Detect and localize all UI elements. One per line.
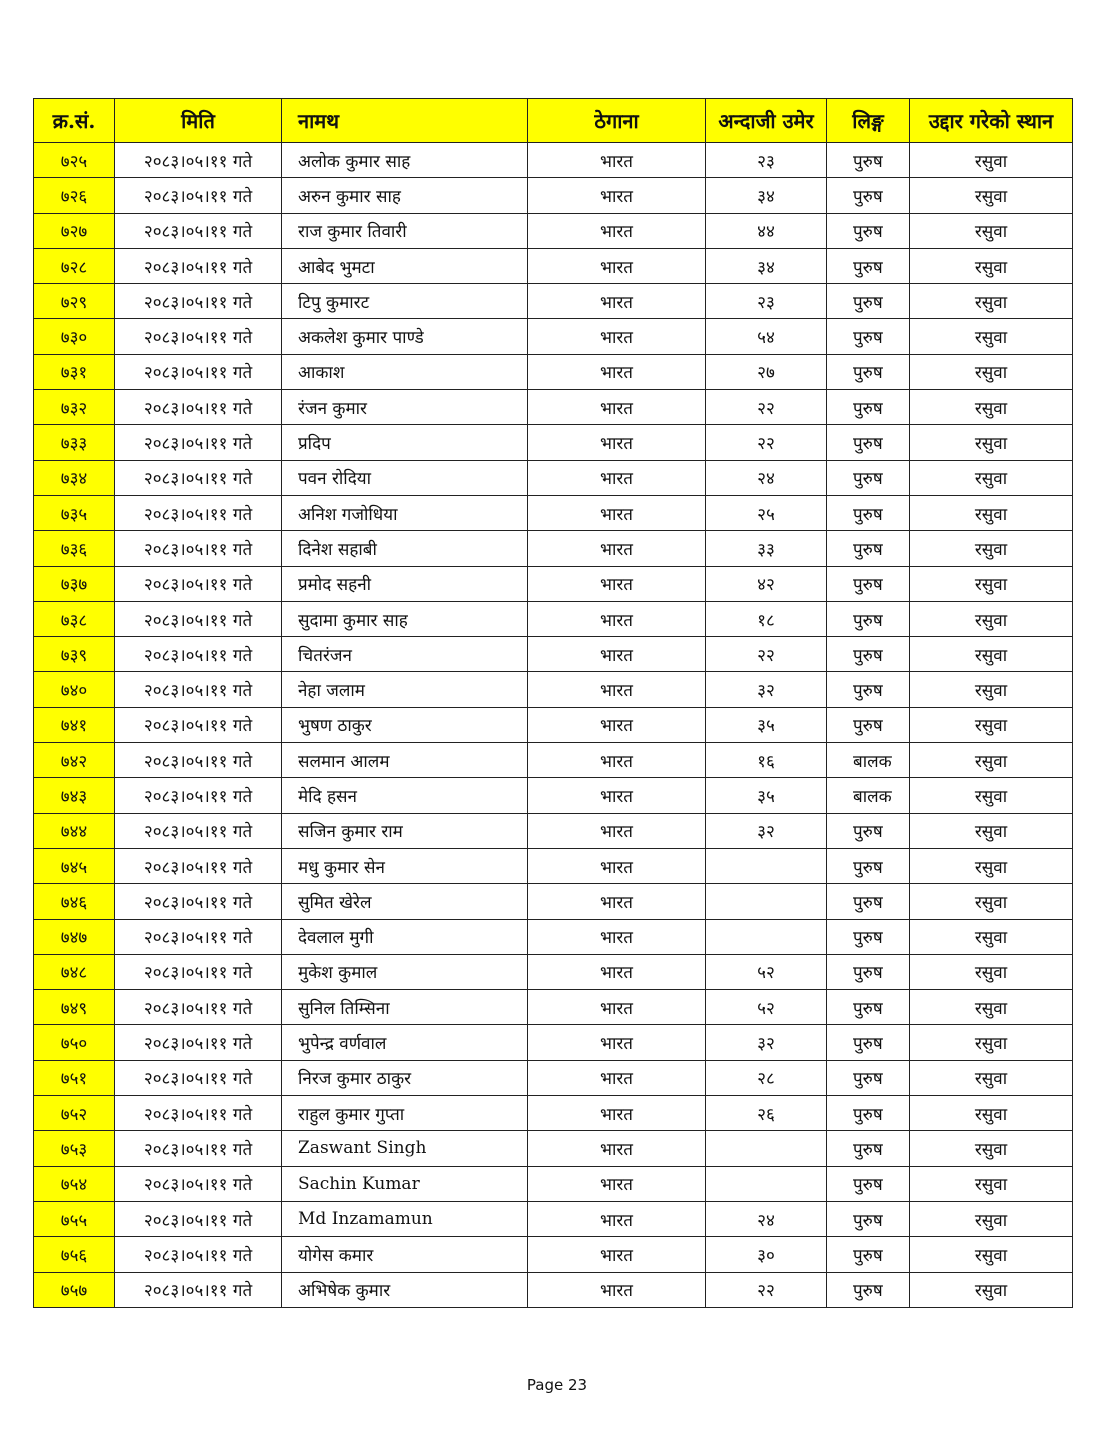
table-row	[34, 954, 1073, 989]
cell-age: ३२	[706, 813, 827, 848]
table-row	[34, 390, 1073, 425]
table-row	[34, 813, 1073, 848]
cell-address: भारत	[528, 848, 706, 883]
cell-address: भारत	[528, 1096, 706, 1131]
cell-date: २०८३।०५।११ गते	[115, 954, 282, 989]
cell-gender: पुरुष	[827, 495, 910, 530]
cell-date: २०८३।०५।११ गते	[115, 319, 282, 354]
cell-age: २५	[706, 495, 827, 530]
cell-gender: पुरुष	[827, 884, 910, 919]
table-row	[34, 1131, 1073, 1166]
cell-serial: ७३७	[34, 566, 115, 601]
cell-name: Zaswant Singh	[282, 1131, 528, 1166]
column-header-name: नामथ	[282, 99, 528, 143]
cell-date: २०८३।०५।११ गते	[115, 390, 282, 425]
column-header-rescue-place: उद्दार गरेको स्थान	[910, 99, 1073, 143]
cell-date: २०८३।०५।११ गते	[115, 707, 282, 742]
cell-address: भारत	[528, 1272, 706, 1307]
cell-gender: पुरुष	[827, 425, 910, 460]
table-row	[34, 354, 1073, 389]
cell-serial: ७२७	[34, 213, 115, 248]
cell-age: ३२	[706, 1025, 827, 1060]
cell-rescue-place: रसुवा	[910, 743, 1073, 778]
cell-rescue-place: रसुवा	[910, 1131, 1073, 1166]
table-row	[34, 284, 1073, 319]
cell-address: भारत	[528, 143, 706, 178]
table-row	[34, 425, 1073, 460]
cell-gender: पुरुष	[827, 566, 910, 601]
cell-serial: ७५४	[34, 1166, 115, 1201]
cell-rescue-place: रसुवा	[910, 813, 1073, 848]
column-header-serial: क्र.सं.	[34, 99, 115, 143]
cell-serial: ७३२	[34, 390, 115, 425]
cell-name: मुकेश कुमाल	[282, 954, 528, 989]
cell-gender: पुरुष	[827, 1201, 910, 1236]
page-number: Page 23	[526, 1376, 588, 1394]
cell-gender: पुरुष	[827, 319, 910, 354]
cell-address: भारत	[528, 990, 706, 1025]
cell-name: पवन रोदिया	[282, 460, 528, 495]
cell-address: भारत	[528, 637, 706, 672]
cell-date: २०८३।०५।११ गते	[115, 425, 282, 460]
cell-rescue-place: रसुवा	[910, 1025, 1073, 1060]
cell-name: दिनेश सहाबी	[282, 531, 528, 566]
cell-gender: बालक	[827, 778, 910, 813]
cell-name: सजिन कुमार राम	[282, 813, 528, 848]
cell-gender: पुरुष	[827, 284, 910, 319]
cell-rescue-place: रसुवा	[910, 848, 1073, 883]
table-row	[34, 1201, 1073, 1236]
cell-gender: पुरुष	[827, 178, 910, 213]
cell-serial: ७३१	[34, 354, 115, 389]
cell-rescue-place: रसुवा	[910, 990, 1073, 1025]
cell-rescue-place: रसुवा	[910, 672, 1073, 707]
cell-gender: पुरुष	[827, 601, 910, 636]
cell-rescue-place: रसुवा	[910, 354, 1073, 389]
rescued-persons-table	[33, 98, 1073, 1308]
header-row	[34, 99, 1073, 143]
cell-date: २०८३।०५।११ गते	[115, 531, 282, 566]
cell-rescue-place: रसुवा	[910, 1166, 1073, 1201]
cell-age: ५२	[706, 954, 827, 989]
cell-date: २०८३।०५।११ गते	[115, 1131, 282, 1166]
cell-rescue-place: रसुवा	[910, 637, 1073, 672]
cell-address: भारत	[528, 1201, 706, 1236]
cell-date: २०८३।०५।११ गते	[115, 354, 282, 389]
cell-address: भारत	[528, 566, 706, 601]
cell-serial: ७४२	[34, 743, 115, 778]
cell-name: अरुन कुमार साह	[282, 178, 528, 213]
cell-rescue-place: रसुवा	[910, 143, 1073, 178]
cell-address: भारत	[528, 601, 706, 636]
table-row	[34, 778, 1073, 813]
cell-date: २०८३।०५।११ गते	[115, 284, 282, 319]
cell-address: भारत	[528, 813, 706, 848]
cell-gender: पुरुष	[827, 1166, 910, 1201]
cell-age: ३२	[706, 672, 827, 707]
cell-date: २०८३।०५।११ गते	[115, 143, 282, 178]
cell-rescue-place: रसुवा	[910, 495, 1073, 530]
table-row	[34, 743, 1073, 778]
cell-name: राज कुमार तिवारी	[282, 213, 528, 248]
cell-serial: ७४८	[34, 954, 115, 989]
cell-name: आकाश	[282, 354, 528, 389]
cell-age: २४	[706, 1201, 827, 1236]
table-row	[34, 178, 1073, 213]
cell-serial: ७४०	[34, 672, 115, 707]
cell-address: भारत	[528, 1131, 706, 1166]
cell-rescue-place: रसुवा	[910, 213, 1073, 248]
cell-address: भारत	[528, 1166, 706, 1201]
table-header	[34, 99, 1073, 143]
table-row	[34, 531, 1073, 566]
table-row	[34, 1272, 1073, 1307]
cell-name: Sachin Kumar	[282, 1166, 528, 1201]
cell-address: भारत	[528, 919, 706, 954]
cell-serial: ७४६	[34, 884, 115, 919]
cell-address: भारत	[528, 778, 706, 813]
cell-age: २३	[706, 143, 827, 178]
cell-name: आबेद भुमटा	[282, 248, 528, 283]
cell-date: २०८३।०५।११ गते	[115, 495, 282, 530]
cell-rescue-place: रसुवा	[910, 284, 1073, 319]
table-row	[34, 672, 1073, 707]
cell-gender: पुरुष	[827, 248, 910, 283]
table-row	[34, 1237, 1073, 1272]
table-row	[34, 884, 1073, 919]
cell-name: भुपेन्द्र वर्णवाल	[282, 1025, 528, 1060]
cell-name: मेदि हसन	[282, 778, 528, 813]
cell-gender: पुरुष	[827, 990, 910, 1025]
cell-gender: पुरुष	[827, 813, 910, 848]
cell-address: भारत	[528, 672, 706, 707]
cell-serial: ७४९	[34, 990, 115, 1025]
cell-serial: ७४३	[34, 778, 115, 813]
cell-name: अभिषेक कुमार	[282, 1272, 528, 1307]
cell-rescue-place: रसुवा	[910, 1060, 1073, 1095]
cell-serial: ७३३	[34, 425, 115, 460]
cell-serial: ७५५	[34, 1201, 115, 1236]
table-row	[34, 1166, 1073, 1201]
cell-age	[706, 1166, 827, 1201]
column-header-age: अन्दाजी उमेर	[706, 99, 827, 143]
cell-rescue-place: रसुवा	[910, 1237, 1073, 1272]
cell-date: २०८३।०५।११ गते	[115, 919, 282, 954]
cell-age: ३३	[706, 531, 827, 566]
cell-name: Md Inzamamun	[282, 1201, 528, 1236]
cell-date: २०८३।०५।११ गते	[115, 1166, 282, 1201]
table-row	[34, 1060, 1073, 1095]
table-row	[34, 919, 1073, 954]
cell-age: २८	[706, 1060, 827, 1095]
cell-age	[706, 884, 827, 919]
cell-age	[706, 919, 827, 954]
cell-date: २०८३।०५।११ गते	[115, 1201, 282, 1236]
cell-serial: ७५६	[34, 1237, 115, 1272]
cell-age: ३५	[706, 707, 827, 742]
table-row	[34, 319, 1073, 354]
cell-address: भारत	[528, 531, 706, 566]
cell-date: २०८३।०५।११ गते	[115, 213, 282, 248]
cell-address: भारत	[528, 248, 706, 283]
table-row	[34, 637, 1073, 672]
cell-serial: ७४१	[34, 707, 115, 742]
table-row	[34, 460, 1073, 495]
table-row	[34, 566, 1073, 601]
cell-age: २७	[706, 354, 827, 389]
cell-address: भारत	[528, 743, 706, 778]
cell-gender: पुरुष	[827, 354, 910, 389]
cell-date: २०८३।०५।११ गते	[115, 1272, 282, 1307]
cell-age: ३४	[706, 178, 827, 213]
table-body	[34, 143, 1073, 1308]
cell-rescue-place: रसुवा	[910, 531, 1073, 566]
cell-age: २२	[706, 637, 827, 672]
table-row	[34, 248, 1073, 283]
cell-rescue-place: रसुवा	[910, 601, 1073, 636]
cell-gender: पुरुष	[827, 390, 910, 425]
cell-age: २३	[706, 284, 827, 319]
cell-gender: पुरुष	[827, 848, 910, 883]
cell-name: देवलाल मुगी	[282, 919, 528, 954]
cell-name: योगेस कमार	[282, 1237, 528, 1272]
cell-gender: पुरुष	[827, 1060, 910, 1095]
cell-address: भारत	[528, 884, 706, 919]
cell-gender: बालक	[827, 743, 910, 778]
cell-serial: ७३९	[34, 637, 115, 672]
cell-name: सुदामा कुमार साह	[282, 601, 528, 636]
column-header-gender: लिङ्ग	[827, 99, 910, 143]
cell-serial: ७२९	[34, 284, 115, 319]
cell-gender: पुरुष	[827, 531, 910, 566]
cell-rescue-place: रसुवा	[910, 1096, 1073, 1131]
cell-date: २०८३।०५।११ गते	[115, 884, 282, 919]
cell-gender: पुरुष	[827, 1131, 910, 1166]
table-row	[34, 213, 1073, 248]
cell-address: भारत	[528, 213, 706, 248]
cell-date: २०८३।०५।११ गते	[115, 990, 282, 1025]
cell-rescue-place: रसुवा	[910, 566, 1073, 601]
cell-address: भारत	[528, 1025, 706, 1060]
cell-gender: पुरुष	[827, 1025, 910, 1060]
cell-address: भारत	[528, 460, 706, 495]
cell-rescue-place: रसुवा	[910, 319, 1073, 354]
cell-serial: ७३४	[34, 460, 115, 495]
table-row	[34, 495, 1073, 530]
cell-age: २६	[706, 1096, 827, 1131]
cell-address: भारत	[528, 425, 706, 460]
cell-serial: ७४४	[34, 813, 115, 848]
cell-gender: पुरुष	[827, 637, 910, 672]
cell-date: २०८३।०५।११ गते	[115, 743, 282, 778]
cell-name: प्रमोद सहनी	[282, 566, 528, 601]
cell-date: २०८३।०५।११ गते	[115, 1025, 282, 1060]
cell-age: ५२	[706, 990, 827, 1025]
cell-rescue-place: रसुवा	[910, 178, 1073, 213]
cell-age: ३५	[706, 778, 827, 813]
cell-address: भारत	[528, 954, 706, 989]
column-header-address: ठेगाना	[528, 99, 706, 143]
cell-name: भुषण ठाकुर	[282, 707, 528, 742]
column-header-date: मिति	[115, 99, 282, 143]
cell-name: रंजन कुमार	[282, 390, 528, 425]
cell-serial: ७२५	[34, 143, 115, 178]
cell-address: भारत	[528, 319, 706, 354]
cell-date: २०८३।०५।११ गते	[115, 848, 282, 883]
cell-serial: ७३०	[34, 319, 115, 354]
cell-rescue-place: रसुवा	[910, 1201, 1073, 1236]
cell-age: २४	[706, 460, 827, 495]
cell-age: ३४	[706, 248, 827, 283]
cell-name: मधु कुमार सेन	[282, 848, 528, 883]
cell-date: २०८३।०५।११ गते	[115, 778, 282, 813]
cell-serial: ७२८	[34, 248, 115, 283]
cell-name: सलमान आलम	[282, 743, 528, 778]
cell-gender: पुरुष	[827, 1272, 910, 1307]
cell-address: भारत	[528, 178, 706, 213]
cell-serial: ७५१	[34, 1060, 115, 1095]
table-row	[34, 848, 1073, 883]
cell-age: २२	[706, 390, 827, 425]
cell-address: भारत	[528, 284, 706, 319]
cell-date: २०८३।०५।११ गते	[115, 1237, 282, 1272]
cell-gender: पुरुष	[827, 954, 910, 989]
cell-date: २०८३।०५।११ गते	[115, 178, 282, 213]
cell-serial: ७४५	[34, 848, 115, 883]
cell-name: अकलेश कुमार पाण्डे	[282, 319, 528, 354]
cell-gender: पुरुष	[827, 1237, 910, 1272]
table-row	[34, 707, 1073, 742]
cell-address: भारत	[528, 495, 706, 530]
cell-age: ५४	[706, 319, 827, 354]
cell-serial: ७५३	[34, 1131, 115, 1166]
table-row	[34, 143, 1073, 178]
cell-serial: ७५७	[34, 1272, 115, 1307]
cell-name: नेहा जलाम	[282, 672, 528, 707]
cell-address: भारत	[528, 354, 706, 389]
cell-rescue-place: रसुवा	[910, 390, 1073, 425]
cell-date: २०८३।०५।११ गते	[115, 1060, 282, 1095]
cell-age: ४२	[706, 566, 827, 601]
table-row	[34, 1025, 1073, 1060]
cell-age: २२	[706, 1272, 827, 1307]
cell-date: २०८३।०५।११ गते	[115, 672, 282, 707]
cell-age: १८	[706, 601, 827, 636]
cell-name: प्रदिप	[282, 425, 528, 460]
cell-date: २०८३।०५।११ गते	[115, 460, 282, 495]
cell-name: अलोक कुमार साह	[282, 143, 528, 178]
cell-date: २०८३।०५।११ गते	[115, 637, 282, 672]
cell-name: अनिश गजोधिया	[282, 495, 528, 530]
cell-rescue-place: रसुवा	[910, 248, 1073, 283]
cell-serial: ७३५	[34, 495, 115, 530]
cell-rescue-place: रसुवा	[910, 884, 1073, 919]
cell-address: भारत	[528, 1060, 706, 1095]
cell-age: ४४	[706, 213, 827, 248]
cell-gender: पुरुष	[827, 1096, 910, 1131]
cell-serial: ७५०	[34, 1025, 115, 1060]
cell-name: चितरंजन	[282, 637, 528, 672]
table-row	[34, 1096, 1073, 1131]
cell-age: २२	[706, 425, 827, 460]
cell-date: २०८३।०५।११ गते	[115, 566, 282, 601]
cell-gender: पुरुष	[827, 143, 910, 178]
cell-address: भारत	[528, 390, 706, 425]
cell-gender: पुरुष	[827, 672, 910, 707]
table-row	[34, 601, 1073, 636]
cell-age	[706, 1131, 827, 1166]
cell-serial: ७३६	[34, 531, 115, 566]
cell-serial: ७३८	[34, 601, 115, 636]
cell-name: सुनिल तिम्सिना	[282, 990, 528, 1025]
cell-serial: ७५२	[34, 1096, 115, 1131]
cell-address: भारत	[528, 707, 706, 742]
cell-rescue-place: रसुवा	[910, 778, 1073, 813]
cell-gender: पुरुष	[827, 460, 910, 495]
cell-age: १६	[706, 743, 827, 778]
cell-serial: ७४७	[34, 919, 115, 954]
cell-date: २०८३।०५।११ गते	[115, 601, 282, 636]
cell-date: २०८३।०५।११ गते	[115, 1096, 282, 1131]
cell-rescue-place: रसुवा	[910, 425, 1073, 460]
cell-name: निरज कुमार ठाकुर	[282, 1060, 528, 1095]
cell-age: ३०	[706, 1237, 827, 1272]
cell-address: भारत	[528, 1237, 706, 1272]
table-row	[34, 990, 1073, 1025]
cell-rescue-place: रसुवा	[910, 460, 1073, 495]
cell-name: राहुल कुमार गुप्ता	[282, 1096, 528, 1131]
cell-serial: ७२६	[34, 178, 115, 213]
cell-rescue-place: रसुवा	[910, 1272, 1073, 1307]
cell-date: २०८३।०५।११ गते	[115, 813, 282, 848]
cell-name: सुमित खेरेल	[282, 884, 528, 919]
cell-age	[706, 848, 827, 883]
cell-rescue-place: रसुवा	[910, 919, 1073, 954]
cell-rescue-place: रसुवा	[910, 707, 1073, 742]
cell-gender: पुरुष	[827, 707, 910, 742]
cell-gender: पुरुष	[827, 919, 910, 954]
cell-rescue-place: रसुवा	[910, 954, 1073, 989]
cell-date: २०८३।०५।११ गते	[115, 248, 282, 283]
cell-gender: पुरुष	[827, 213, 910, 248]
cell-name: टिपु कुमारट	[282, 284, 528, 319]
